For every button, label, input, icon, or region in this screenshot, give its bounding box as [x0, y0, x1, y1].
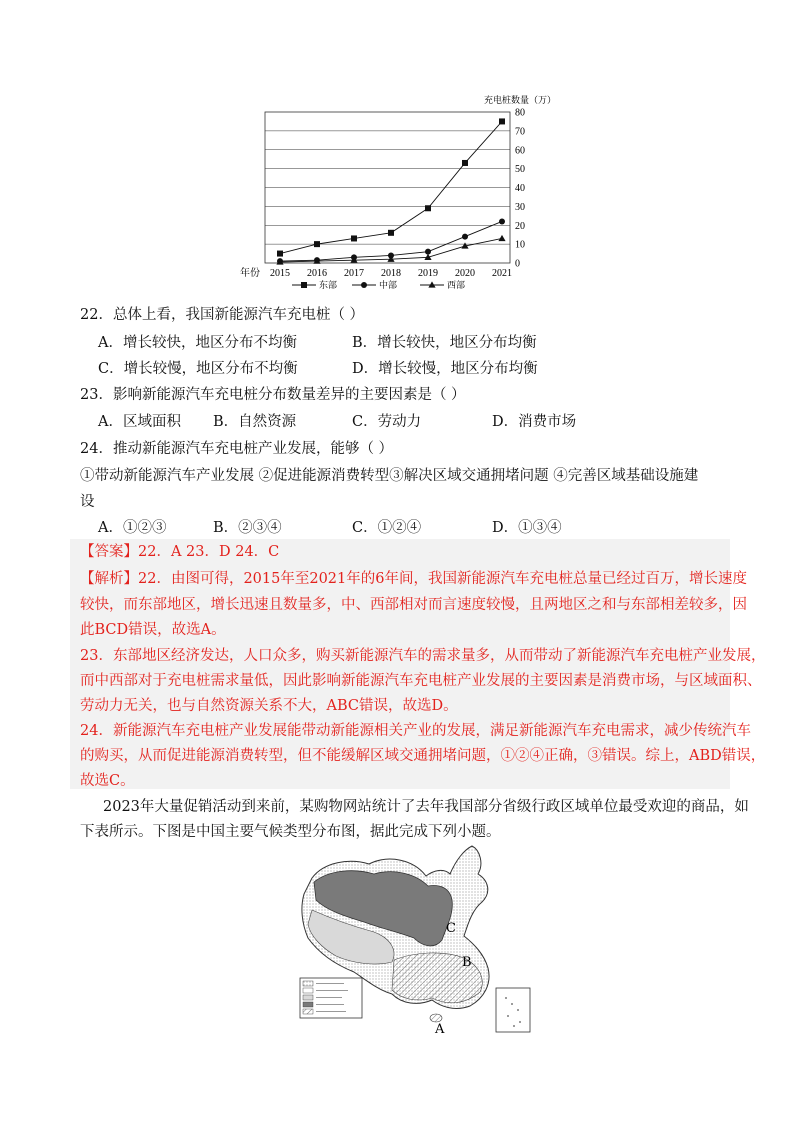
legend-marker — [361, 282, 367, 288]
legend-label: 中部 — [379, 280, 398, 290]
data-point — [498, 235, 505, 241]
x-tick-label: 2020 — [455, 268, 475, 279]
explanation-line-6: 劳动力无关，也与自然资源关系不大，ABC错误，故选D。 — [80, 698, 458, 714]
q23-option-d: D．消费市场 — [492, 414, 577, 430]
question-23-stem: 23．影响新能源汽车充电桩分布数量差异的主要因素是（ ） — [80, 387, 466, 403]
explanation-line-4: 23．东部地区经济发达，人口众多，购买新能源汽车的需求量多，从而带动了新能源汽车充电桩产业发展， — [80, 648, 766, 664]
q24-option-b: B．②③④ — [213, 520, 282, 536]
q22-option-c: C．增长较慢，地区分布不均衡 — [98, 361, 298, 377]
q23-option-a: A．区域面积 — [98, 414, 181, 430]
q22-option-d: D．增长较慢，地区分布均衡 — [352, 361, 538, 377]
data-point — [425, 205, 431, 211]
q22-option-b: B．增长较快，地区分布均衡 — [352, 335, 537, 351]
chart-series — [276, 118, 505, 264]
chart-grid — [265, 112, 510, 263]
charging-pile-line-chart — [232, 92, 562, 292]
explanation-line-5: 而中西部对于充电桩需求量低，因此影响新能源汽车充电桩产业发展的主要因素是消费市场，与区域面积、 — [80, 673, 762, 689]
explanation-line-3: 此BCD错误，故选A。 — [80, 622, 226, 638]
map-label-b: B — [462, 955, 472, 970]
x-tick-label: 2015 — [270, 268, 290, 279]
y-tick-label: 40 — [515, 183, 525, 194]
intro-line-1: 2023年大量促销活动到来前，某购物网站统计了去年我国部分省级行政区域单位最受欢迎的商品，如 — [103, 799, 749, 815]
x-tick-label: 2018 — [381, 268, 401, 279]
q22-option-a: A．增长较快，地区分布不均衡 — [98, 335, 297, 351]
intro-line-2: 下表所示。下图是中国主要气候类型分布图，据此完成下列小题。 — [80, 824, 501, 840]
question-24-stem: 24．推动新能源汽车充电桩产业发展，能够（ ） — [80, 441, 394, 457]
y-tick-label: 60 — [515, 145, 525, 157]
data-point — [462, 234, 468, 240]
y-tick-label: 50 — [515, 164, 525, 176]
y-tick-label: 20 — [515, 220, 525, 232]
map-label-a: A — [435, 1022, 445, 1035]
data-point — [499, 118, 505, 124]
y-tick-label: 70 — [515, 126, 525, 138]
q23-option-b: B．自然资源 — [213, 414, 297, 430]
x-tick-label: 2016 — [307, 268, 327, 279]
explanation-line-8: 的购买，从而促进能源消费转型，但不能缓解区域交通拥堵问题，①②④正确，③错误。综上，ABD错误， — [80, 748, 766, 764]
question-22-stem: 22．总体上看，我国新能源汽车充电桩（ ） — [80, 307, 365, 323]
explanation-line-7: 24．新能源汽车充电桩产业发展能带动新能源相关产业的发展，满足新能源汽车充电需求，减少传统汽车 — [80, 723, 751, 739]
map-inset-box — [496, 988, 530, 1032]
legend-label: 西部 — [447, 280, 466, 290]
data-point — [314, 241, 320, 247]
y-tick-label: 80 — [515, 107, 525, 119]
q23-option-c: C．劳动力 — [352, 414, 422, 430]
q24-statements-line2: 设 — [80, 494, 95, 510]
x-tick-labels — [270, 268, 512, 279]
legend-marker — [428, 281, 435, 287]
x-tick-label: 2017 — [344, 268, 364, 279]
q24-statements-line1: ①带动新能源汽车产业发展 ②促进能源消费转型③解决区域交通拥堵问题 ④完善区域基础设施建 — [80, 468, 699, 484]
x-tick-label: 2019 — [418, 268, 438, 279]
legend-marker — [301, 282, 307, 288]
data-point — [388, 230, 394, 236]
data-point — [277, 251, 283, 257]
explanation-line-1: 【解析】22．由图可得，2015年至2021年的6年间，我国新能源汽车充电桩总量已经过百万，增长速度 — [80, 571, 747, 587]
data-point — [462, 160, 468, 166]
explanation-line-9: 故选C。 — [80, 773, 135, 789]
answer-line: 【答案】22．A 23．D 24．C — [80, 544, 280, 560]
q24-option-d: D．①③④ — [492, 520, 562, 536]
y-tick-labels — [515, 108, 525, 270]
y-tick-label: 0 — [515, 258, 520, 270]
map-island — [430, 1014, 442, 1022]
data-point — [499, 218, 505, 224]
y-tick-label: 30 — [515, 201, 525, 213]
explanation-line-2: 较快，而东部地区，增长迅速且数量多，中、西部相对而言速度较慢，且两地区之和与东部相差较多，因 — [80, 597, 747, 613]
chart-legend — [292, 279, 465, 290]
y-axis-title: 充电桩数量（万） — [484, 95, 557, 105]
q24-option-a: A．①②③ — [98, 520, 167, 536]
x-tick-label: 2021 — [492, 268, 512, 279]
y-tick-label: 10 — [515, 239, 525, 251]
data-point — [351, 235, 357, 241]
legend-label: 东部 — [319, 280, 338, 290]
map-label-c: C — [446, 921, 456, 936]
x-axis-title: 年份 — [240, 268, 260, 279]
q24-option-c: C．①②④ — [352, 520, 422, 536]
china-climate-map — [294, 840, 548, 1035]
